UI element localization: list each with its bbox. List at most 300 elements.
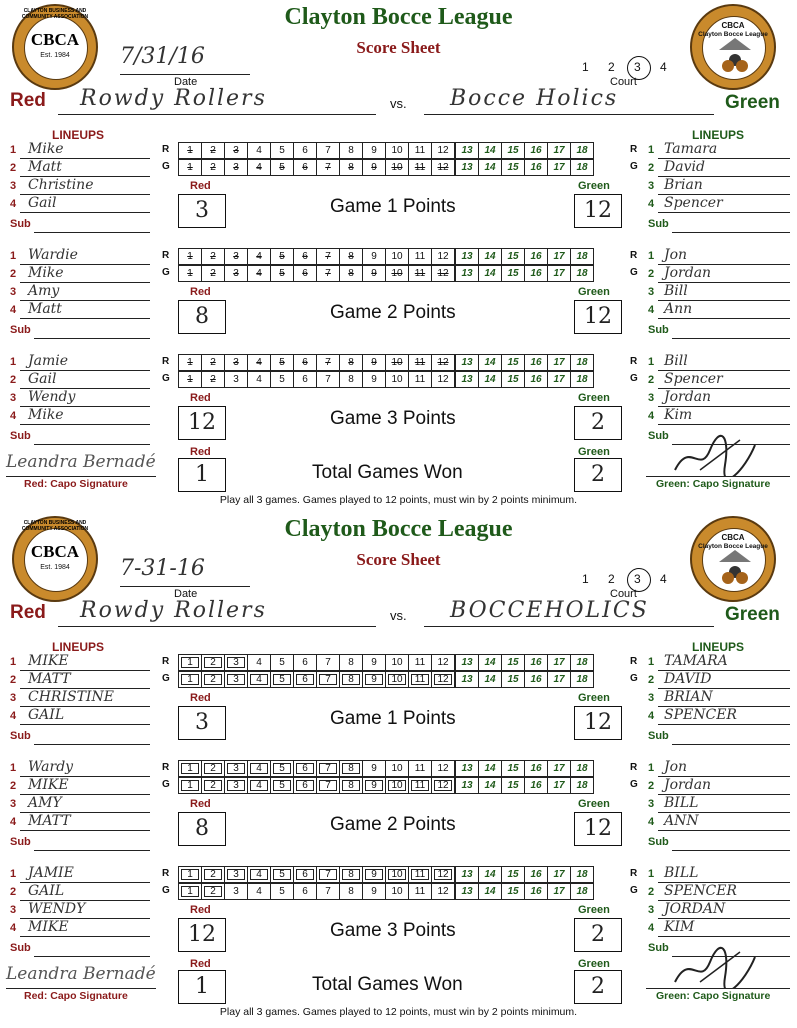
score-cell[interactable]: 2 (202, 266, 225, 282)
red-player-name[interactable]: Christine (28, 177, 94, 193)
score-cell[interactable]: 4 (248, 372, 271, 388)
score-cell[interactable]: 9 (363, 249, 386, 265)
green-team-name[interactable]: Bocce Holics (450, 86, 619, 111)
red-points-box[interactable] (178, 406, 226, 440)
red-player-name[interactable]: Gail (28, 195, 57, 211)
score-cell[interactable]: 7 (317, 249, 340, 265)
red-player-name[interactable]: CHRISTINE (28, 689, 114, 705)
score-cell[interactable]: 4 (248, 355, 271, 371)
score-cell[interactable]: 5 (271, 867, 294, 883)
green-player-name[interactable]: David (664, 159, 705, 175)
score-cell[interactable]: 16 (525, 372, 548, 388)
score-cell[interactable]: 12 (432, 672, 456, 688)
red-player-name[interactable]: Wardy (28, 759, 74, 775)
court-option[interactable]: 4 (660, 60, 667, 74)
score-cell[interactable]: 6 (294, 761, 317, 777)
green-player-name[interactable]: Jon (664, 247, 688, 263)
score-cell[interactable]: 16 (525, 160, 548, 176)
score-cell[interactable]: 8 (340, 266, 363, 282)
score-cell[interactable]: 7 (317, 761, 340, 777)
score-cell[interactable]: 11 (409, 249, 432, 265)
score-cell[interactable]: 2 (202, 867, 225, 883)
score-cell[interactable]: 10 (386, 884, 409, 900)
score-cell[interactable]: 16 (525, 884, 548, 900)
score-cell[interactable]: 1 (179, 266, 202, 282)
score-cell[interactable]: 11 (409, 884, 432, 900)
score-cell[interactable]: 2 (202, 884, 225, 900)
score-cell[interactable]: 5 (271, 160, 294, 176)
score-cell[interactable]: 17 (548, 884, 571, 900)
score-cell[interactable]: 17 (548, 266, 571, 282)
green-player-name[interactable]: Bill (664, 353, 688, 369)
red-sub-label: Sub (10, 942, 31, 954)
score-cell[interactable]: 17 (548, 867, 571, 883)
score-cell[interactable]: 6 (294, 355, 317, 371)
red-player-name[interactable]: Mike (28, 141, 64, 157)
score-cell[interactable]: 2 (202, 143, 225, 159)
red-player-name[interactable]: Amy (28, 283, 60, 299)
red-player-name[interactable]: Matt (28, 159, 62, 175)
score-cell[interactable]: 11 (409, 761, 432, 777)
score-cell[interactable]: 14 (479, 867, 502, 883)
score-cell[interactable]: 2 (202, 160, 225, 176)
red-player-name[interactable]: Matt (28, 301, 62, 317)
score-cell[interactable]: 9 (363, 266, 386, 282)
score-cell[interactable]: 14 (479, 372, 502, 388)
score-cell[interactable]: 6 (294, 672, 317, 688)
score-cell[interactable]: 9 (363, 672, 386, 688)
score-cell[interactable]: 3 (225, 372, 248, 388)
score-cell[interactable]: 16 (525, 761, 548, 777)
red-player-name[interactable]: JAMIE (28, 865, 74, 881)
score-cell[interactable]: 9 (363, 655, 386, 671)
score-cell[interactable]: 8 (340, 778, 363, 794)
score-cell[interactable]: 1 (179, 372, 202, 388)
score-cell[interactable]: 15 (502, 355, 525, 371)
score-cell[interactable]: 13 (455, 778, 479, 794)
green-points-box[interactable] (574, 300, 622, 334)
score-cell[interactable]: 5 (271, 372, 294, 388)
score-cell[interactable]: 6 (294, 160, 317, 176)
red-player-name[interactable]: Mike (28, 407, 64, 423)
red-player-name[interactable]: GAIL (28, 883, 65, 899)
score-cell[interactable]: 7 (317, 160, 340, 176)
green-player-name[interactable]: Jon (664, 759, 688, 775)
red-points-box[interactable] (178, 812, 226, 846)
score-cell[interactable]: 10 (386, 355, 409, 371)
score-cell[interactable]: 14 (479, 355, 502, 371)
score-cell[interactable]: 8 (340, 761, 363, 777)
score-cell[interactable]: 12 (432, 778, 456, 794)
score-cell[interactable]: 7 (317, 778, 340, 794)
score-cell[interactable]: 18 (571, 761, 594, 777)
score-cell[interactable]: 10 (386, 672, 409, 688)
score-cell[interactable]: 12 (432, 249, 456, 265)
score-cell[interactable]: 5 (271, 672, 294, 688)
red-player-name[interactable]: Wendy (28, 389, 76, 405)
score-cell[interactable]: 10 (386, 372, 409, 388)
score-cell[interactable]: 8 (340, 143, 363, 159)
score-cell[interactable]: 15 (502, 672, 525, 688)
score-cell[interactable]: 11 (409, 266, 432, 282)
green-player-name[interactable]: Spencer (664, 371, 723, 387)
score-cell[interactable]: 12 (432, 266, 456, 282)
score-cell[interactable]: 8 (340, 672, 363, 688)
score-cell[interactable]: 1 (179, 672, 202, 688)
score-cell[interactable]: 15 (502, 655, 525, 671)
green-total-box[interactable] (574, 970, 622, 1004)
score-cell[interactable]: 16 (525, 655, 548, 671)
score-cell[interactable]: 16 (525, 266, 548, 282)
score-cell[interactable]: 18 (571, 372, 594, 388)
score-cell[interactable]: 12 (432, 655, 456, 671)
score-cell[interactable]: 6 (294, 372, 317, 388)
score-cell[interactable]: 5 (271, 249, 294, 265)
score-cell[interactable]: 10 (386, 778, 409, 794)
green-player-name[interactable]: SPENCER (664, 707, 737, 723)
red-points-box[interactable] (178, 300, 226, 334)
score-cell[interactable]: 10 (386, 867, 409, 883)
green-points-box[interactable] (574, 918, 622, 952)
score-cell[interactable]: 10 (386, 655, 409, 671)
score-cell[interactable]: 15 (502, 761, 525, 777)
score-cell[interactable]: 16 (525, 867, 548, 883)
court-option[interactable]: 4 (660, 572, 667, 586)
score-cell[interactable]: 9 (363, 867, 386, 883)
score-cell[interactable]: 3 (225, 160, 248, 176)
score-cell[interactable]: 9 (363, 778, 386, 794)
score-cell[interactable]: 5 (271, 143, 294, 159)
score-cell[interactable]: 4 (248, 761, 271, 777)
score-cell[interactable]: 17 (548, 372, 571, 388)
date-value[interactable]: 7-31-16 (120, 556, 205, 581)
score-cell[interactable]: 4 (248, 249, 271, 265)
score-cell[interactable]: 1 (179, 884, 202, 900)
score-cell[interactable]: 5 (271, 266, 294, 282)
score-cell[interactable]: 17 (548, 249, 571, 265)
score-cell[interactable]: 15 (502, 778, 525, 794)
score-cell[interactable]: 13 (455, 266, 479, 282)
score-cell[interactable]: 13 (455, 355, 479, 371)
score-cell[interactable]: 12 (432, 372, 456, 388)
score-cell[interactable]: 3 (225, 867, 248, 883)
score-cell[interactable]: 6 (294, 266, 317, 282)
green-player-name[interactable]: Brian (664, 177, 703, 193)
green-player-name[interactable]: Ann (664, 301, 693, 317)
red-team-name[interactable]: Rowdy Rollers (80, 86, 267, 111)
green-sub-label: Sub (648, 730, 669, 742)
score-cell[interactable]: 18 (571, 778, 594, 794)
score-cell[interactable]: 16 (525, 143, 548, 159)
score-cell[interactable]: 11 (409, 867, 432, 883)
score-cell[interactable]: 12 (432, 355, 456, 371)
score-cell[interactable]: 15 (502, 266, 525, 282)
score-cell[interactable]: 14 (479, 778, 502, 794)
red-points-box[interactable] (178, 194, 226, 228)
score-cell[interactable]: 9 (363, 355, 386, 371)
score-cell[interactable]: 14 (479, 672, 502, 688)
green-total-box[interactable] (574, 458, 622, 492)
score-cell[interactable]: 7 (317, 867, 340, 883)
score-cell[interactable]: 15 (502, 160, 525, 176)
score-cell[interactable]: 1 (179, 655, 202, 671)
score-cell[interactable]: 8 (340, 884, 363, 900)
score-cell[interactable]: 7 (317, 884, 340, 900)
red-player-name[interactable]: MIKE (28, 653, 69, 669)
score-cell[interactable]: 17 (548, 761, 571, 777)
score-cell[interactable]: 2 (202, 672, 225, 688)
green-player-name[interactable]: Jordan (664, 389, 712, 405)
score-cell[interactable]: 6 (294, 778, 317, 794)
score-cell[interactable]: 7 (317, 655, 340, 671)
red-team-name[interactable]: Rowdy Rollers (80, 598, 267, 623)
score-cell[interactable]: 10 (386, 761, 409, 777)
score-cell[interactable]: 17 (548, 160, 571, 176)
green-player-name[interactable]: TAMARA (664, 653, 728, 669)
score-cell[interactable]: 11 (409, 672, 432, 688)
score-cell[interactable]: 11 (409, 778, 432, 794)
green-team-name[interactable]: BOCCEHOLICS (450, 598, 649, 623)
red-player-name[interactable]: Jamie (28, 353, 68, 369)
red-player-name[interactable]: Wardie (28, 247, 78, 263)
red-player-name[interactable]: Gail (28, 371, 57, 387)
score-cell[interactable]: 2 (202, 372, 225, 388)
green-points-box[interactable] (574, 194, 622, 228)
score-cell[interactable]: 4 (248, 160, 271, 176)
score-cell[interactable]: 18 (571, 655, 594, 671)
green-player-name[interactable]: DAVID (664, 671, 712, 687)
score-cell[interactable]: 11 (409, 372, 432, 388)
green-player-name[interactable]: BILL (664, 865, 699, 881)
score-cell[interactable]: 3 (225, 778, 248, 794)
score-cell[interactable]: 18 (571, 355, 594, 371)
court-option[interactable]: 1 (582, 572, 589, 586)
score-cell[interactable]: 14 (479, 655, 502, 671)
score-cell[interactable]: 11 (409, 355, 432, 371)
score-cell[interactable]: 17 (548, 672, 571, 688)
score-cell[interactable]: 5 (271, 778, 294, 794)
score-cell[interactable]: 2 (202, 655, 225, 671)
score-cell[interactable]: 7 (317, 266, 340, 282)
red-player-name[interactable]: MIKE (28, 919, 69, 935)
score-cell[interactable]: 15 (502, 867, 525, 883)
score-cell[interactable]: 13 (455, 143, 479, 159)
red-total-box[interactable] (178, 970, 226, 1004)
score-cell[interactable]: 12 (432, 160, 456, 176)
score-cell[interactable]: 13 (455, 761, 479, 777)
red-capo-signature[interactable]: Leandra Bernadé (6, 964, 156, 984)
score-cell[interactable]: 13 (455, 372, 479, 388)
court-option[interactable]: 1 (582, 60, 589, 74)
green-points-box[interactable] (574, 706, 622, 740)
score-cell[interactable]: 4 (248, 672, 271, 688)
green-player-name[interactable]: ANN (664, 813, 699, 829)
court-option[interactable]: 3 (634, 572, 641, 586)
score-cell[interactable]: 6 (294, 867, 317, 883)
score-cell[interactable]: 9 (363, 372, 386, 388)
green-player-name[interactable]: Jordan (664, 265, 712, 281)
score-cell[interactable]: 8 (340, 355, 363, 371)
score-cell[interactable]: 3 (225, 355, 248, 371)
score-cell[interactable]: 13 (455, 867, 479, 883)
score-cell[interactable]: 2 (202, 355, 225, 371)
score-cell[interactable]: 3 (225, 655, 248, 671)
score-cell[interactable]: 6 (294, 884, 317, 900)
score-cell[interactable]: 8 (340, 655, 363, 671)
red-points-box[interactable] (178, 918, 226, 952)
red-points-box[interactable] (178, 706, 226, 740)
score-cell[interactable]: 2 (202, 761, 225, 777)
score-cell[interactable]: 2 (202, 249, 225, 265)
green-player-name[interactable]: Spencer (664, 195, 723, 211)
red-player-name[interactable]: MATT (28, 671, 71, 687)
score-cell[interactable]: 17 (548, 778, 571, 794)
green-player-name[interactable]: Jordan (664, 777, 712, 793)
court-option[interactable]: 3 (634, 60, 641, 74)
score-cell[interactable]: 17 (548, 143, 571, 159)
score-cell[interactable]: 14 (479, 761, 502, 777)
score-cell[interactable]: 15 (502, 249, 525, 265)
score-cell[interactable]: 12 (432, 867, 456, 883)
score-cell[interactable]: 9 (363, 884, 386, 900)
score-cell[interactable]: 10 (386, 143, 409, 159)
score-cell[interactable]: 1 (179, 249, 202, 265)
score-cell[interactable]: 3 (225, 249, 248, 265)
score-cell[interactable]: 1 (179, 761, 202, 777)
green-player-name[interactable]: Bill (664, 283, 688, 299)
score-cell[interactable]: 18 (571, 249, 594, 265)
score-cell[interactable]: 8 (340, 867, 363, 883)
score-cell[interactable]: 14 (479, 143, 502, 159)
score-cell[interactable]: 18 (571, 160, 594, 176)
score-cell[interactable]: 4 (248, 143, 271, 159)
score-cell[interactable]: 16 (525, 355, 548, 371)
score-cell[interactable]: 3 (225, 672, 248, 688)
score-cell[interactable]: 7 (317, 355, 340, 371)
green-player-name[interactable]: KIM (664, 919, 695, 935)
score-cell[interactable]: 18 (571, 884, 594, 900)
score-row-letter-left: G (162, 885, 170, 896)
score-cell[interactable]: 4 (248, 266, 271, 282)
score-cell[interactable]: 4 (248, 884, 271, 900)
score-cell[interactable]: 11 (409, 143, 432, 159)
score-cell[interactable]: 14 (479, 884, 502, 900)
score-cell[interactable]: 9 (363, 160, 386, 176)
score-cell[interactable]: 13 (455, 249, 479, 265)
red-player-name[interactable]: Mike (28, 265, 64, 281)
court-option[interactable]: 2 (608, 572, 615, 586)
score-cell[interactable]: 1 (179, 778, 202, 794)
score-cell[interactable]: 3 (225, 143, 248, 159)
score-cell[interactable]: 1 (179, 143, 202, 159)
score-cell[interactable]: 15 (502, 884, 525, 900)
score-cell[interactable]: 2 (202, 778, 225, 794)
score-cell[interactable]: 10 (386, 266, 409, 282)
score-cell[interactable]: 1 (179, 867, 202, 883)
score-cell[interactable]: 5 (271, 884, 294, 900)
score-cell[interactable]: 18 (571, 672, 594, 688)
score-cell[interactable]: 3 (225, 761, 248, 777)
green-player-name[interactable]: JORDAN (664, 901, 726, 917)
score-cell[interactable]: 6 (294, 655, 317, 671)
score-cell[interactable]: 14 (479, 266, 502, 282)
score-cell[interactable]: 13 (455, 655, 479, 671)
red-player-name[interactable]: MATT (28, 813, 71, 829)
score-cell[interactable]: 15 (502, 143, 525, 159)
score-cell[interactable]: 18 (571, 266, 594, 282)
score-cell[interactable]: 9 (363, 143, 386, 159)
green-points-box[interactable] (574, 812, 622, 846)
green-player-name[interactable]: SPENCER (664, 883, 737, 899)
green-player-name[interactable]: BILL (664, 795, 699, 811)
score-cell[interactable]: 6 (294, 249, 317, 265)
score-cell[interactable]: 7 (317, 372, 340, 388)
score-cell[interactable]: 1 (179, 160, 202, 176)
score-cell[interactable]: 8 (340, 249, 363, 265)
score-cell[interactable]: 7 (317, 143, 340, 159)
score-cell[interactable]: 5 (271, 761, 294, 777)
score-cell[interactable]: 16 (525, 249, 548, 265)
green-player-name[interactable]: Tamara (664, 141, 718, 157)
score-cell[interactable]: 5 (271, 355, 294, 371)
score-cell[interactable]: 7 (317, 672, 340, 688)
score-cell[interactable]: 4 (248, 778, 271, 794)
score-cell[interactable]: 13 (455, 884, 479, 900)
date-value[interactable]: 7/31/16 (120, 44, 205, 69)
score-cell[interactable]: 8 (340, 372, 363, 388)
score-cell[interactable]: 4 (248, 655, 271, 671)
score-cell[interactable]: 8 (340, 160, 363, 176)
score-cell[interactable]: 12 (432, 761, 456, 777)
red-total-box[interactable] (178, 458, 226, 492)
score-cell[interactable]: 9 (363, 761, 386, 777)
score-cell[interactable]: 17 (548, 655, 571, 671)
score-cell[interactable]: 12 (432, 884, 456, 900)
red-player-name[interactable]: MIKE (28, 777, 69, 793)
score-cell[interactable]: 14 (479, 160, 502, 176)
red-player-name[interactable]: AMY (28, 795, 62, 811)
score-cell[interactable]: 10 (386, 160, 409, 176)
score-cell[interactable]: 4 (248, 867, 271, 883)
score-cell[interactable]: 6 (294, 143, 317, 159)
score-cell[interactable]: 16 (525, 778, 548, 794)
score-cell[interactable]: 18 (571, 867, 594, 883)
score-cell[interactable]: 11 (409, 160, 432, 176)
score-cell[interactable]: 15 (502, 372, 525, 388)
score-cell[interactable]: 12 (432, 143, 456, 159)
score-cell[interactable]: 1 (179, 355, 202, 371)
red-player-name[interactable]: GAIL (28, 707, 65, 723)
green-player-name[interactable]: Kim (664, 407, 693, 423)
score-cell[interactable]: 3 (225, 884, 248, 900)
green-lineup-number: 2 (648, 162, 655, 174)
green-points-box[interactable] (574, 406, 622, 440)
green-player-name[interactable]: BRIAN (664, 689, 713, 705)
score-cell[interactable]: 5 (271, 655, 294, 671)
score-cell[interactable]: 14 (479, 249, 502, 265)
court-option[interactable]: 2 (608, 60, 615, 74)
score-cell[interactable]: 16 (525, 672, 548, 688)
score-cell[interactable]: 10 (386, 249, 409, 265)
score-cell[interactable]: 13 (455, 160, 479, 176)
score-cell[interactable]: 17 (548, 355, 571, 371)
score-cell[interactable]: 13 (455, 672, 479, 688)
score-cell[interactable]: 11 (409, 655, 432, 671)
red-player-name[interactable]: WENDY (28, 901, 86, 917)
score-cell[interactable]: 18 (571, 143, 594, 159)
score-cell[interactable]: 3 (225, 266, 248, 282)
red-capo-signature[interactable]: Leandra Bernadé (6, 452, 156, 472)
